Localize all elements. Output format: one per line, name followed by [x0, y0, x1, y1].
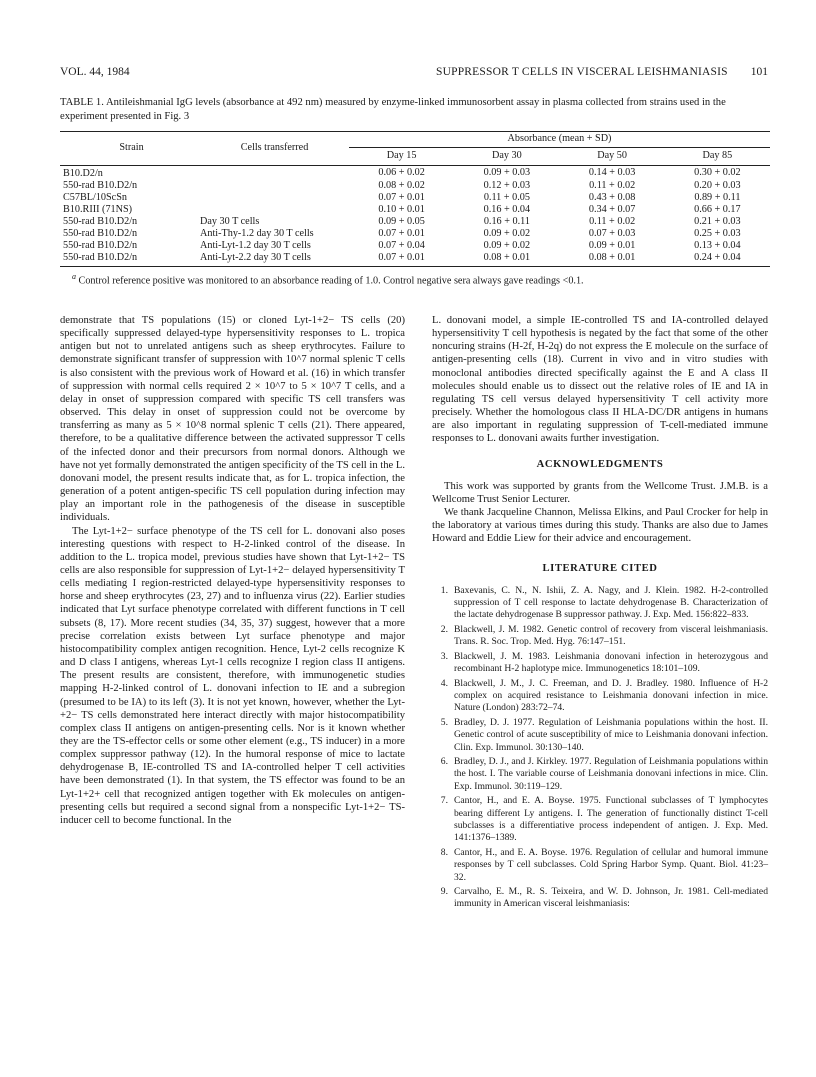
- acknowledgments-text: We thank Jacqueline Channon, Melissa Elkins, and Paul Crocker for help in the laboratory at various times during this study. Thanks are also due to James Howard and Eddie Liew for their advice and encouragement.: [432, 507, 768, 545]
- reference-number: 9.: [440, 886, 448, 897]
- cell-absorbance: 0.09 + 0.05: [378, 215, 425, 227]
- reference-list: [432, 585, 768, 911]
- table-footnote: [72, 272, 584, 286]
- table-row: [60, 165, 770, 180]
- cell-absorbance: 0.09 + 0.03: [483, 166, 531, 178]
- body-paragraph: demonstrate that TS populations (15) or cloned Lyt-1+2− TS cells (20) specifically suppressed delayed-type hypersensitivity responses to L. tropica antigen but not to unrelated antigens such as sheep erythrocytes. Failure to demonstrate significant transfer of suppression with 10^7 normal splenic T cells is also consistent with the previous work of Howard et al. (16) in which transfer of suppression with normal cells required 2 × 10^7 to 5 × 10^7 T cells, and a delay in onset of suppression compared with specific TS cell transfers was observed. This delay in onset of suppression could not be overcome by transferring as many as 5 × 10^8 normal splenic T cells (21). There appeared, therefore, to be a qualitative difference between the activated suppressor T cells of the infected donor and their precursors from normal donors. Although we have not yet formally demonstrated the antigen specificity of the TS cell in the L. donovani model, the present results indicate that, as for L. tropica infection, the generation of a potent antigen-specific TS cell population during infection may play an important role in the pathogenesis of the disease in susceptible individuals.: [60, 315, 405, 524]
- table-row: [60, 240, 770, 252]
- reference-item: [432, 756, 768, 793]
- cell-cells-transferred: [200, 165, 349, 180]
- cell-absorbance: 0.25 + 0.03: [694, 227, 741, 239]
- literature-heading: LITERATURE CITED: [542, 562, 658, 574]
- cell-absorbance: 0.11 + 0.02: [589, 215, 636, 227]
- cell-absorbance: 0.43 + 0.08: [588, 191, 636, 203]
- table-bottom-rule: [60, 266, 770, 267]
- cell-strain: 550-rad B10.D2/n: [63, 227, 138, 239]
- reference-item: [432, 585, 768, 622]
- cell-absorbance: 0.07 + 0.04: [378, 239, 425, 251]
- cell-absorbance: 0.89 + 0.11: [694, 191, 741, 203]
- reference-text: Carvalho, E. M., R. S. Teixeira, and W. D. Johnson, Jr. 1981. Cell-mediated immunity in American visceral leishmaniasis:: [454, 886, 768, 910]
- cell-absorbance: 0.11 + 0.05: [483, 191, 530, 203]
- table-row: [60, 180, 770, 192]
- cell-cells-transferred: Day 30 T cells: [200, 215, 260, 227]
- cell-absorbance: 0.08 + 0.01: [588, 251, 636, 263]
- cell-strain: 550-rad B10.D2/n: [63, 251, 138, 263]
- table-row: [60, 216, 770, 228]
- col-header-day: Day 30: [492, 150, 522, 161]
- cell-cells-transferred: [200, 192, 349, 204]
- cell-absorbance: 0.07 + 0.01: [378, 227, 425, 239]
- col-header-day: Day 50: [597, 150, 627, 161]
- table-row: [60, 204, 770, 216]
- reference-number: 4.: [440, 677, 448, 689]
- reference-text: Cantor, H., and E. A. Boyse. 1976. Regulation of cellular and humoral immune responses by T cell subclasses. Cold Spring Harbor Symp. Quant. Biol. 41:23–32.: [454, 846, 768, 883]
- reference-text: Blackwell, J. M. 1982. Genetic control of recovery from visceral leishmaniasis. Trans. R. Soc. Trop. Med. Hyg. 76:147–151.: [454, 623, 768, 648]
- cell-cells-transferred: [200, 180, 349, 192]
- acknowledgments-text: This work was supported by grants from the Wellcome Trust. J.M.B. is a Wellcome Trust Senior Lecturer.: [432, 480, 768, 505]
- reference-item: [432, 717, 768, 754]
- reference-item: [432, 651, 768, 676]
- cell-absorbance: 0.09 + 0.01: [588, 239, 636, 251]
- table-row: [60, 228, 770, 240]
- col-header-cells: Cells transferred: [240, 142, 309, 154]
- cell-absorbance: 0.16 + 0.11: [483, 215, 530, 227]
- cell-absorbance: 0.34 + 0.07: [588, 203, 636, 215]
- reference-text: Bradley, D. J. 1977. Regulation of Leishmania populations within the host. II. Genetic control of acute susceptibility of mice to Leishmania donovani infection. Clin. Exp. Immunol. 30:130–140.: [454, 716, 768, 753]
- cell-absorbance: 0.08 + 0.02: [378, 179, 425, 191]
- reference-item: [432, 886, 768, 911]
- table-row: [60, 252, 770, 264]
- table-caption: TABLE 1. Antileishmanial IgG levels (absorbance at 492 nm) measured by enzyme-linked immunosorbent assay in plasma collected from strains used in the experiment presented in Fig. 3: [60, 97, 726, 122]
- reference-number: 7.: [440, 795, 448, 807]
- absorbance-table: [60, 132, 770, 264]
- cell-absorbance: 0.07 + 0.01: [378, 251, 425, 263]
- cell-cells-transferred: Anti-Lyt-1.2 day 30 T cells: [200, 239, 311, 251]
- reference-item: [432, 678, 768, 715]
- reference-number: 5.: [440, 716, 448, 728]
- reference-item: [432, 795, 768, 845]
- cell-absorbance: 0.06 + 0.02: [378, 166, 425, 178]
- reference-text: Baxevanis, C. N., N. Ishii, Z. A. Nagy, and J. Klein. 1982. H-2-controlled suppression of T cell response to lactate dehydrogenase B. Characterization of the lactate dehydrogenase B suppressor pathway. J. Exp. Med. 156:822–833.: [454, 584, 768, 621]
- cell-strain: 550-rad B10.D2/n: [63, 215, 138, 227]
- cell-strain: B10.RIII (71NS): [63, 203, 133, 215]
- cell-absorbance: 0.07 + 0.03: [588, 227, 636, 239]
- acknowledgments-heading: ACKNOWLEDGMENTS: [536, 458, 664, 470]
- running-title: SUPPRESSOR T CELLS IN VISCERAL LEISHMANIASIS: [436, 66, 728, 78]
- reference-number: 8.: [440, 846, 448, 858]
- volume-label: VOL. 44, 1984: [60, 66, 130, 78]
- reference-text: Bradley, D. J., and J. Kirkley. 1977. Regulation of Leishmania populations within the host. I. The variable course of Leishmania donovani infections in mice. Clin. Exp. Immunol. 30:119–129.: [454, 755, 768, 792]
- page-number: 101: [750, 66, 768, 78]
- cell-cells-transferred: Anti-Thy-1.2 day 30 T cells: [200, 227, 314, 239]
- body-paragraph: The Lyt-1+2− surface phenotype of the TS cell for L. donovani also poses interesting questions with respect to H-2-linked control of the disease. In addition to the L. tropica model, previous studies have shown that Lyt-1+2− TS cells are also responsible for suppression of Lyt-1+2− delayed hypersensitivity T cells mediating I region-restricted delayed-type hypersensitivity responses to horse and sheep erythrocytes (23, 27) and to influenza virus (22). Earlier studies indicated that Lyt surface phenotype correlated with different functions in T cell subsets (8, 17). More recent studies (34, 35, 37) suggest, however that a more precise correlation exists between Lyt surface phenotype and major histocompatibility complex antigen recognition. Hence, Lyt-2 cells recognize K and D class I antigens, whereas Lyt-1 cells recognize I region class II antigens. The present results are consistent, therefore, with immunogenetic studies mapping H-2-linked control of L. donovani infection to IE and a subregion (presumed to be IA) to its left (3). It is not yet known, however, whether the Lyt-+2− TS cells demonstrated here interact directly with major histocompatibility complex class II antigens on antigen-presenting cells. Nor is it known whether they are the TS-effector cells or some other element (e.g., TS inducer) in a more complex suppressor pathway (12). In the humoral response of mice to lactate dehydrogenase B, IE-controlled TS and IA-controlled helper T cell activities have been demonstrated (1). In that system, the TS effector was found to be an Lyt-1+2+ cell that recognized antigen together with Ek molecules on antigen-presenting cells but required a second signal from a nonspecific Lyt-1+2− TS-inducer cell to become functional. In the: [60, 525, 405, 826]
- cell-absorbance: 0.13 + 0.04: [694, 239, 741, 251]
- cell-absorbance: 0.14 + 0.03: [588, 166, 636, 178]
- cell-absorbance: 0.12 + 0.03: [483, 179, 531, 191]
- cell-strain: 550-rad B10.D2/n: [63, 239, 138, 251]
- col-header-absorbance: Absorbance (mean + SD): [349, 132, 770, 147]
- cell-absorbance: 0.24 + 0.04: [694, 251, 741, 263]
- cell-absorbance: 0.30 + 0.02: [694, 166, 741, 178]
- cell-absorbance: 0.07 + 0.01: [378, 191, 425, 203]
- cell-absorbance: 0.16 + 0.04: [483, 203, 531, 215]
- col-header-day: Day 15: [386, 150, 417, 161]
- reference-number: 3.: [440, 650, 448, 662]
- cell-absorbance: 0.09 + 0.02: [483, 239, 531, 251]
- col-header-strain: Strain: [119, 142, 144, 154]
- reference-number: 6.: [440, 755, 448, 767]
- left-column: [60, 314, 405, 827]
- reference-item: [432, 847, 768, 884]
- body-paragraph: L. donovani model, a simple IE-controlled TS and IA-controlled delayed hypersensitivity T cell hypothesis is negated by the fact that some of the other noncuring strains (H-2f, H-2q) do not express the E molecule on the surface of antigen-presenting cells (18). Current in vivo and in vitro studies with monoclonal antibodies directed specifically against the E and A class II molecules should enable us to dissect out the relative roles of IE and IA in regulating TS cell versus delayed hypersensitivity T cell activity more precisely. Whether the homologous class II HLA-DC/DR antigens in humans are also important in regulating suppression of T-cell-mediated immune responses to L. donovani awaits further investigation.: [432, 315, 768, 445]
- footnote-text: Control reference positive was monitored to an absorbance reading of 1.0. Control negative sera always gave readings <0.1.: [78, 275, 584, 287]
- reference-text: Blackwell, J. M., J. C. Freeman, and D. J. Bradley. 1980. Influence of H-2 complex on acquired resistance to Leishmania donovani infection in mice. Nature (London) 283:72–74.: [454, 677, 768, 714]
- cell-absorbance: 0.08 + 0.01: [483, 251, 531, 263]
- cell-absorbance: 0.11 + 0.02: [589, 179, 636, 191]
- cell-cells-transferred: [200, 204, 349, 216]
- cell-absorbance: 0.09 + 0.02: [483, 227, 531, 239]
- table-row: [60, 192, 770, 204]
- cell-strain: B10.D2/n: [63, 167, 103, 179]
- reference-number: 1.: [440, 584, 448, 596]
- cell-strain: C57BL/10ScSn: [63, 191, 127, 203]
- footnote-mark: a: [72, 272, 76, 281]
- reference-item: [432, 624, 768, 649]
- col-header-day: Day 85: [702, 150, 733, 161]
- cell-absorbance: 0.20 + 0.03: [694, 179, 741, 191]
- cell-cells-transferred: Anti-Lyt-2.2 day 30 T cells: [200, 251, 311, 263]
- cell-absorbance: 0.66 + 0.17: [694, 203, 741, 215]
- cell-strain: 550-rad B10.D2/n: [63, 179, 138, 191]
- right-column: [432, 314, 768, 913]
- cell-absorbance: 0.21 + 0.03: [694, 215, 741, 227]
- reference-text: Cantor, H., and E. A. Boyse. 1975. Functional subclasses of T lymphocytes bearing different Ly antigens. I. The generation of functionally distinct T-cell subclasses is a differentiative process independent of antigen. J. Exp. Med. 141:1376–1389.: [454, 795, 768, 844]
- reference-text: Blackwell, J. M. 1983. Leishmania donovani infection in heterozygous and recombinant H-2 haplotype mice. Immunogenetics 18:101–109.: [454, 650, 768, 675]
- cell-absorbance: 0.10 + 0.01: [378, 203, 425, 215]
- reference-number: 2.: [440, 623, 448, 635]
